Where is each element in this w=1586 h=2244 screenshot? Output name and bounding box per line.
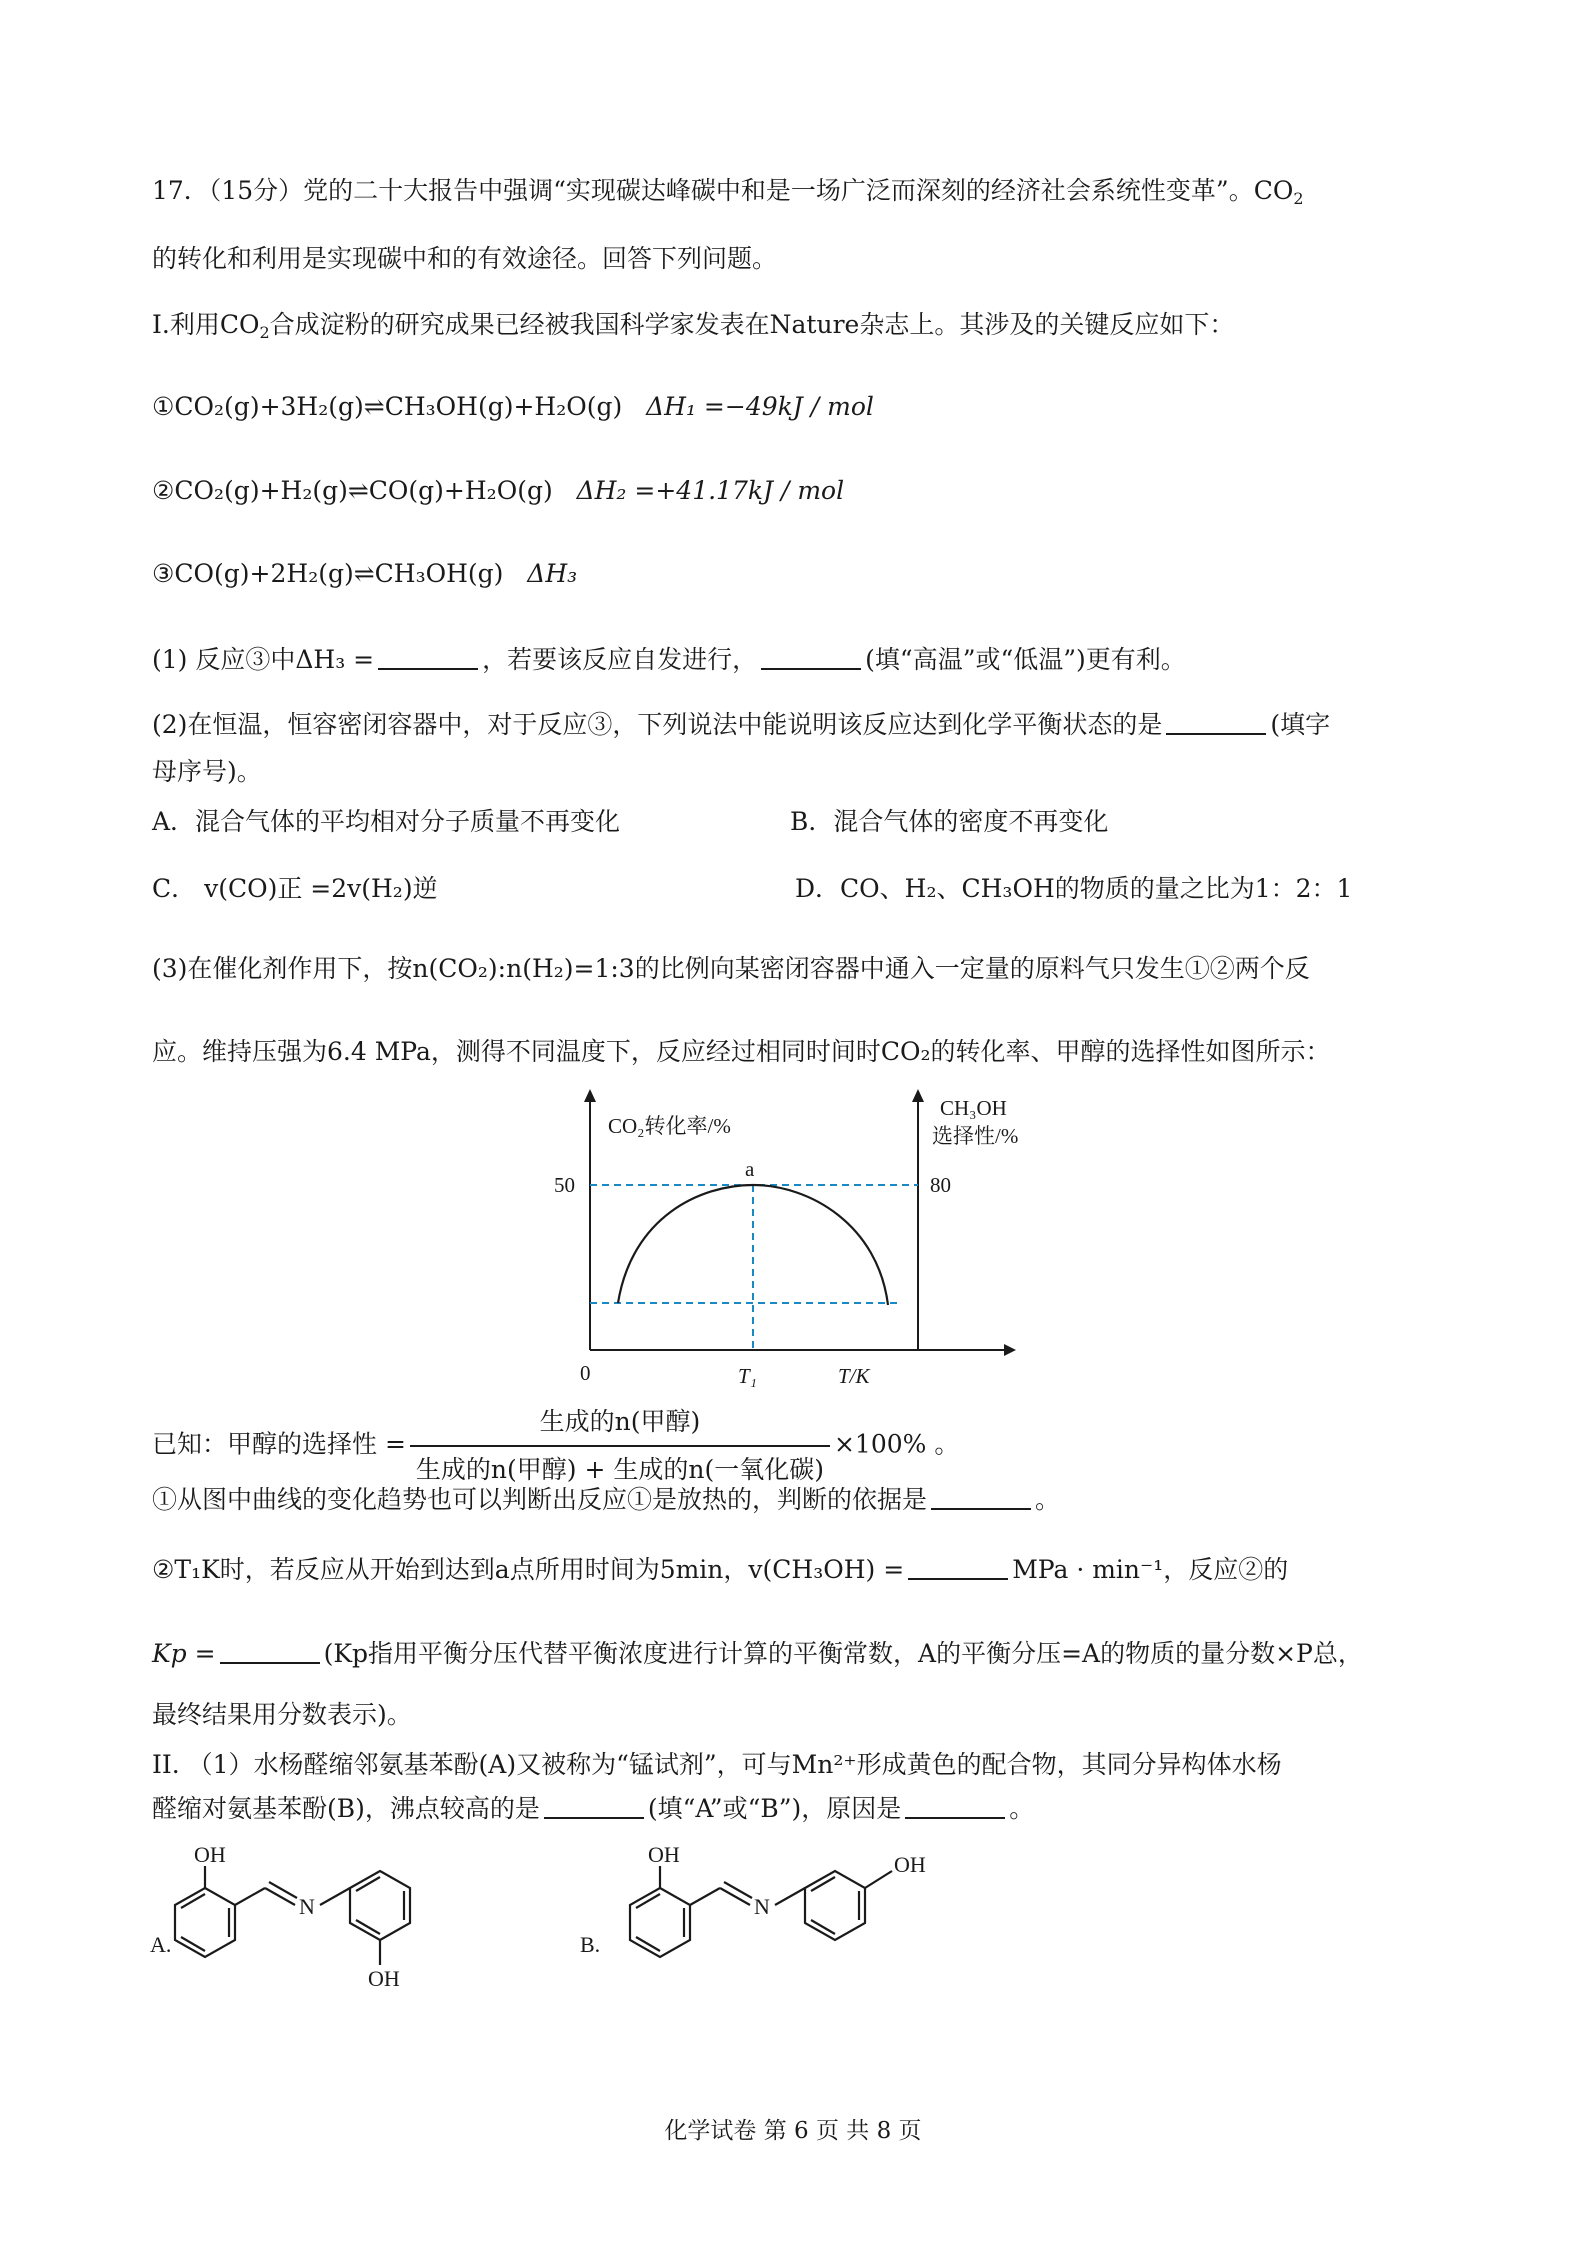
x-axis-arrow-icon — [1004, 1344, 1016, 1356]
selectivity-fraction: $\frac{\text{生成的n(甲醇)}}{\text{生成的n(甲醇) + 生成的n(一氧化碳)}}$ — [410, 1402, 830, 1490]
answer-blank — [220, 1640, 320, 1664]
option-d: D．CO、H₂、CH₃OH的物质的量之比为1：2：1 — [795, 874, 1353, 903]
left-axis-arrow-icon — [584, 1089, 596, 1102]
molecule-b-label: B. — [580, 1932, 601, 1957]
hydroxyl-label: OH — [368, 1966, 400, 1991]
left-tick-label: 50 — [554, 1173, 575, 1197]
hydroxyl-label: OH — [894, 1852, 926, 1877]
reaction-1: ①CO₂(g)+3H₂(g)⇌CH₃OH(g)+H₂O(g) ΔH₁ =−49kJ / mol — [152, 392, 874, 421]
question-3-cont: 应。维持压强为6.4 MPa，测得不同温度下，反应经过相同时间时CO₂的转化率、甲醇的选择性如图所示： — [152, 1037, 1331, 1066]
molecule-b — [580, 1840, 1000, 2015]
origin-label: 0 — [580, 1361, 591, 1385]
right-tick-label: 80 — [930, 1173, 951, 1197]
nitrogen-label: N — [754, 1894, 770, 1919]
answer-blank — [378, 646, 478, 670]
conversion-selectivity-graph — [540, 1085, 1020, 1390]
nitrogen-label: N — [299, 1894, 315, 1919]
phenol-ring-icon — [630, 1888, 690, 1957]
reaction-2: ②CO₂(g)+H₂(g)⇌CO(g)+H₂O(g) ΔH₂ =+41.17kJ / mol — [152, 476, 845, 505]
answer-blank — [905, 1795, 1005, 1819]
x-axis-label: T/K — [838, 1364, 870, 1388]
molecule-a — [150, 1840, 490, 2015]
right-axis-label-2: 选择性/% — [932, 1124, 1019, 1148]
right-axis-label-1: CH₃OH — [940, 1096, 1007, 1120]
question-2: (2)在恒温，恒容密闭容器中，对于反应③，下列说法中能说明该反应达到化学平衡状态的是 (填字 — [152, 710, 1331, 739]
part2-line-2: 醛缩对氨基苯酚(B)，沸点较高的是 (填“A”或“B”)，原因是 。 — [152, 1794, 1035, 1823]
hydroxyl-label: OH — [648, 1842, 680, 1867]
aminophenol-ring-icon — [805, 1871, 865, 1940]
t1-label: T₁ — [738, 1364, 757, 1388]
question-1: (1) 反应③中ΔH₃ = ，若要该反应自发进行， (填“高温”或“低温”)更有利。 — [152, 645, 1186, 674]
option-a: A．混合气体的平均相对分子质量不再变化 — [152, 807, 621, 836]
part1-intro: I.利用$CO_2$合成淀粉的研究成果已经被我国科学家发表在Nature杂志上。其涉及的关键反应如下： — [152, 310, 1235, 342]
answer-blank — [544, 1795, 644, 1819]
option-b: B．混合气体的密度不再变化 — [790, 807, 1109, 836]
reaction-3: ③CO(g)+2H₂(g)⇌CH₃OH(g) ΔH₃ — [152, 559, 578, 588]
selectivity-definition: 已知：甲醇的选择性 = $\frac{\text{生成的n(甲醇)}}{\text{生成的n(甲醇) + 生成的n(一氧化碳)}}$ ×100% 。 — [152, 1402, 959, 1490]
left-axis-label: CO₂转化率/% — [608, 1114, 731, 1138]
question-line-2: 的转化和利用是实现碳中和的有效途径。回答下列问题。 — [152, 244, 778, 273]
option-c: C． v(CO)正 =2v(H₂)逆 — [152, 874, 438, 903]
answer-blank — [761, 646, 861, 670]
hydroxyl-label: OH — [194, 1842, 226, 1867]
sub-question-2: ②T₁K时，若反应从开始到达到a点所用时间为5min，v(CH₃OH) = MPa · min⁻¹，反应②的 — [152, 1555, 1289, 1584]
sub-question-3-cont: 最终结果用分数表示)。 — [152, 1700, 412, 1729]
sub-question-1: ①从图中曲线的变化趋势也可以判断出反应①是放热的，判断的依据是 。 — [152, 1485, 1061, 1514]
point-a-label: a — [745, 1157, 755, 1181]
page-footer: 化学试卷 第 6 页 共 8 页 — [664, 2118, 922, 2144]
part2-line-1: II. （1）水杨醛缩邻氨基苯酚(A)又被称为“锰试剂”，可与Mn²⁺形成黄色的配合物，其同分异构体水杨 — [152, 1750, 1282, 1779]
aminophenol-ring-icon — [350, 1871, 410, 1940]
question-2-cont: 母序号)。 — [152, 757, 262, 786]
sub-question-3: Kp = (Kp指用平衡分压代替平衡浓度进行计算的平衡常数，A的平衡分压=A的物质的量分数×P总， — [152, 1639, 1363, 1668]
question-3: (3)在催化剂作用下，按n(CO₂):n(H₂)=1:3的比例向某密闭容器中通入一定量的原料气只发生①②两个反 — [152, 954, 1310, 983]
question-header: 17．（15分）党的二十大报告中强调“实现碳达峰碳中和是一场广泛而深刻的经济社会系统性变革”。$CO_2$ — [152, 176, 1304, 208]
answer-blank — [1166, 711, 1266, 735]
molecule-a-label: A. — [150, 1932, 172, 1957]
answer-blank — [908, 1556, 1008, 1580]
right-axis-arrow-icon — [912, 1089, 924, 1102]
answer-blank — [931, 1486, 1031, 1510]
phenol-ring-icon — [175, 1888, 235, 1957]
